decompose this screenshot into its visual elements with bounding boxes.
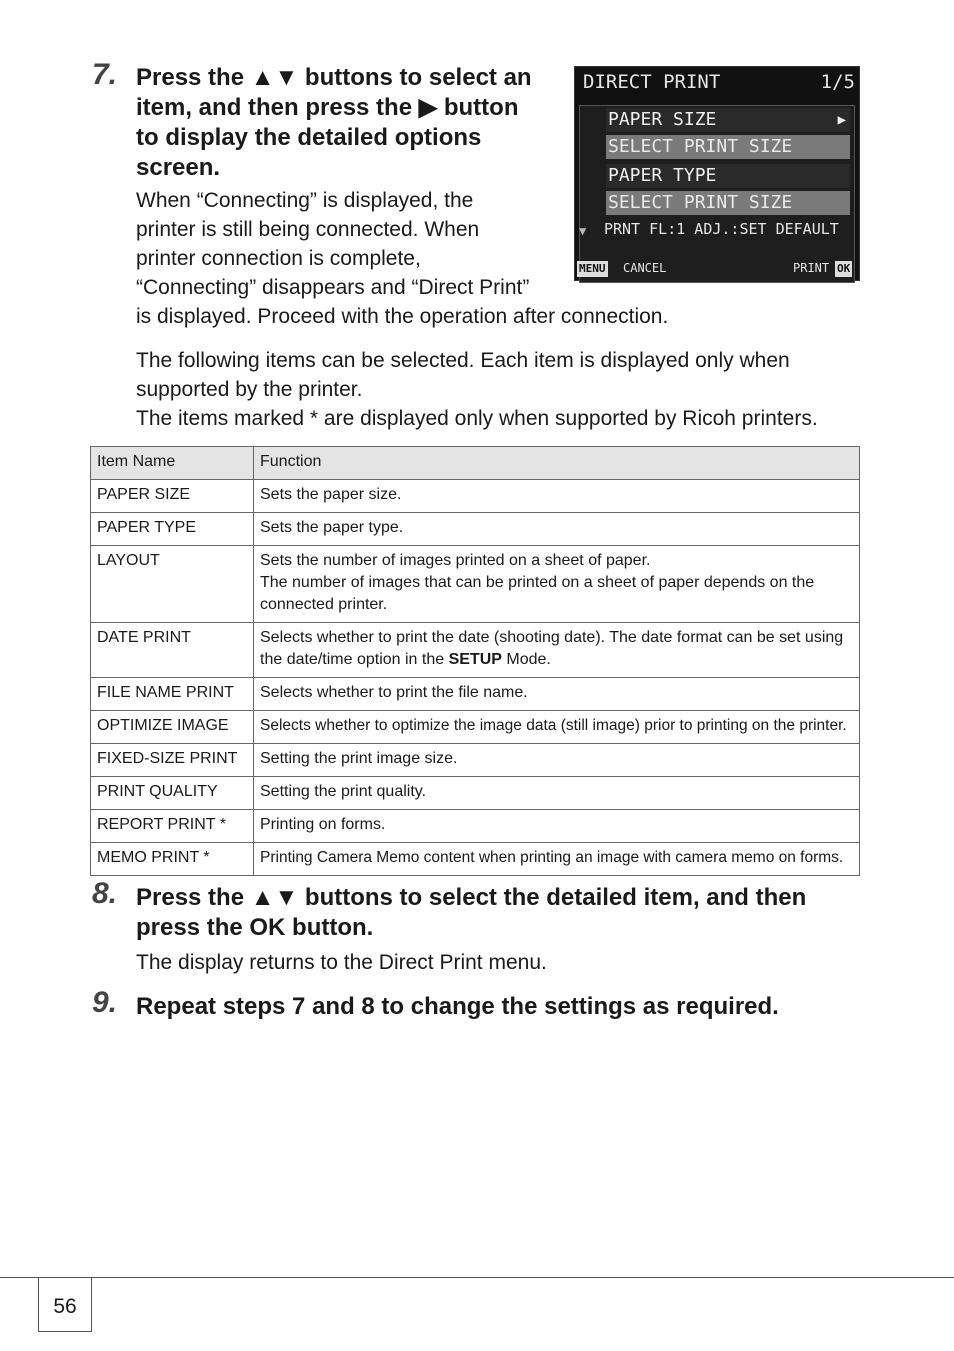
item-name: OPTIMIZE IMAGE [91,711,254,744]
item-function [254,623,860,678]
function-line: Selects whether to print the file name. [260,684,528,701]
footer-rule [0,1277,954,1278]
lcd-menu-row [606,135,850,159]
page-number: 56 [53,1295,77,1318]
step-7-heading [136,63,532,183]
item-name: DATE PRINT [91,623,254,678]
function-line [260,649,853,671]
step-9-heading: Repeat steps 7 and 8 to change the settings as required. [136,993,779,1020]
table-row [91,678,860,711]
page-number-box [38,1277,92,1332]
lcd-print-label: PRINT [793,261,830,275]
item-function [254,546,860,623]
item-function [254,678,860,711]
body-line: printer connection is complete, [136,247,421,270]
camera-lcd-screen [574,66,860,281]
function-line: Sets the paper size. [260,486,402,503]
function-line: Printing on forms. [260,816,386,833]
menu-badge-icon: MENU [579,262,606,275]
table-row [91,480,860,513]
info-line: The items marked * are displayed only when supported by Ricoh printers. [136,407,818,430]
heading-line: Press the ▲▼ buttons to select the detailed item, and then [136,884,807,911]
info-line: The following items can be selected. Each item is displayed only when [136,349,790,372]
function-line: Selects whether to optimize the image data (still image) prior to printing on the printer. [260,717,847,734]
step-8-body: The display returns to the Direct Print menu. [136,951,547,974]
lcd-row-label: PAPER SIZE [608,109,717,130]
table-row [91,777,860,810]
function-line: Selects whether to print the date (shooting date). The date format can be set using [260,629,844,646]
lcd-footer [575,259,859,279]
item-name: FIXED-SIZE PRINT [91,744,254,777]
step-7-info [136,346,818,433]
lcd-row-label: SELECT PRINT SIZE [608,136,793,157]
step-8-heading [136,883,806,943]
function-line: Setting the print image size. [260,750,458,767]
header-function: Function [254,447,860,480]
table-row [91,711,860,744]
heading-line: press the OK button. [136,914,374,941]
items-table [90,446,860,876]
lcd-row-label: SELECT PRINT SIZE [608,192,793,213]
table-header-row [91,447,860,480]
item-name: PAPER SIZE [91,480,254,513]
lcd-menu-row [606,108,850,132]
heading-line: item, and then press the ▶ button [136,94,519,121]
body-line: “Connecting” disappears and “Direct Print” [136,276,530,299]
lcd-page-indicator: 1/5 [820,71,855,93]
heading-line: Press the ▲▼ buttons to select an [136,64,532,91]
item-function [254,810,860,843]
table-row [91,744,860,777]
body-line: is displayed. Proceed with the operation after connection. [136,305,669,328]
item-function [254,777,860,810]
table-row [91,546,860,623]
scroll-down-icon: ▼ [579,224,587,238]
table-row [91,843,860,876]
function-text: Mode. [501,651,551,668]
item-name: REPORT PRINT * [91,810,254,843]
item-function [254,744,860,777]
function-line: Printing Camera Memo content when printing an image with camera memo on forms. [260,849,844,866]
function-line: connected printer. [260,596,388,613]
lcd-title: DIRECT PRINT [583,71,721,93]
info-line: supported by the printer. [136,378,363,401]
item-name: LAYOUT [91,546,254,623]
step-8-number: 8. [92,877,118,910]
function-line: Setting the print quality. [260,783,427,800]
item-function [254,843,860,876]
setup-mode-label: SETUP [448,651,502,668]
header-item-name: Item Name [91,447,254,480]
lcd-menu-row [606,191,850,215]
table-row [91,810,860,843]
item-name: FILE NAME PRINT [91,678,254,711]
function-line: Sets the paper type. [260,519,404,536]
lcd-cancel-label: CANCEL [623,261,667,275]
lcd-status-line: PRNT FL:1 ADJ.:SET DEFAULT [604,220,839,238]
heading-line: screen. [136,154,221,181]
item-function [254,513,860,546]
item-function [254,711,860,744]
body-line: printer is still being connected. When [136,218,480,241]
function-line: Sets the number of images printed on a sheet of paper. [260,552,651,569]
function-line: The number of images that can be printed on a sheet of paper depends on the [260,574,815,591]
step-7-number: 7. [92,58,118,91]
heading-line: to display the detailed options [136,124,482,151]
item-name: PAPER TYPE [91,513,254,546]
item-function [254,480,860,513]
table-row [91,623,860,678]
body-line: When “Connecting” is displayed, the [136,189,474,212]
right-arrow-icon: ▶ [837,112,846,128]
item-name: MEMO PRINT * [91,843,254,876]
step-9-number: 9. [92,986,118,1019]
lcd-menu-panel [579,105,855,283]
lcd-menu-row [606,164,850,188]
lcd-row-label: PAPER TYPE [608,165,717,186]
function-text: the date/time option in the [260,651,449,668]
item-name: PRINT QUALITY [91,777,254,810]
table-row [91,513,860,546]
ok-badge-icon: OK [837,262,851,275]
